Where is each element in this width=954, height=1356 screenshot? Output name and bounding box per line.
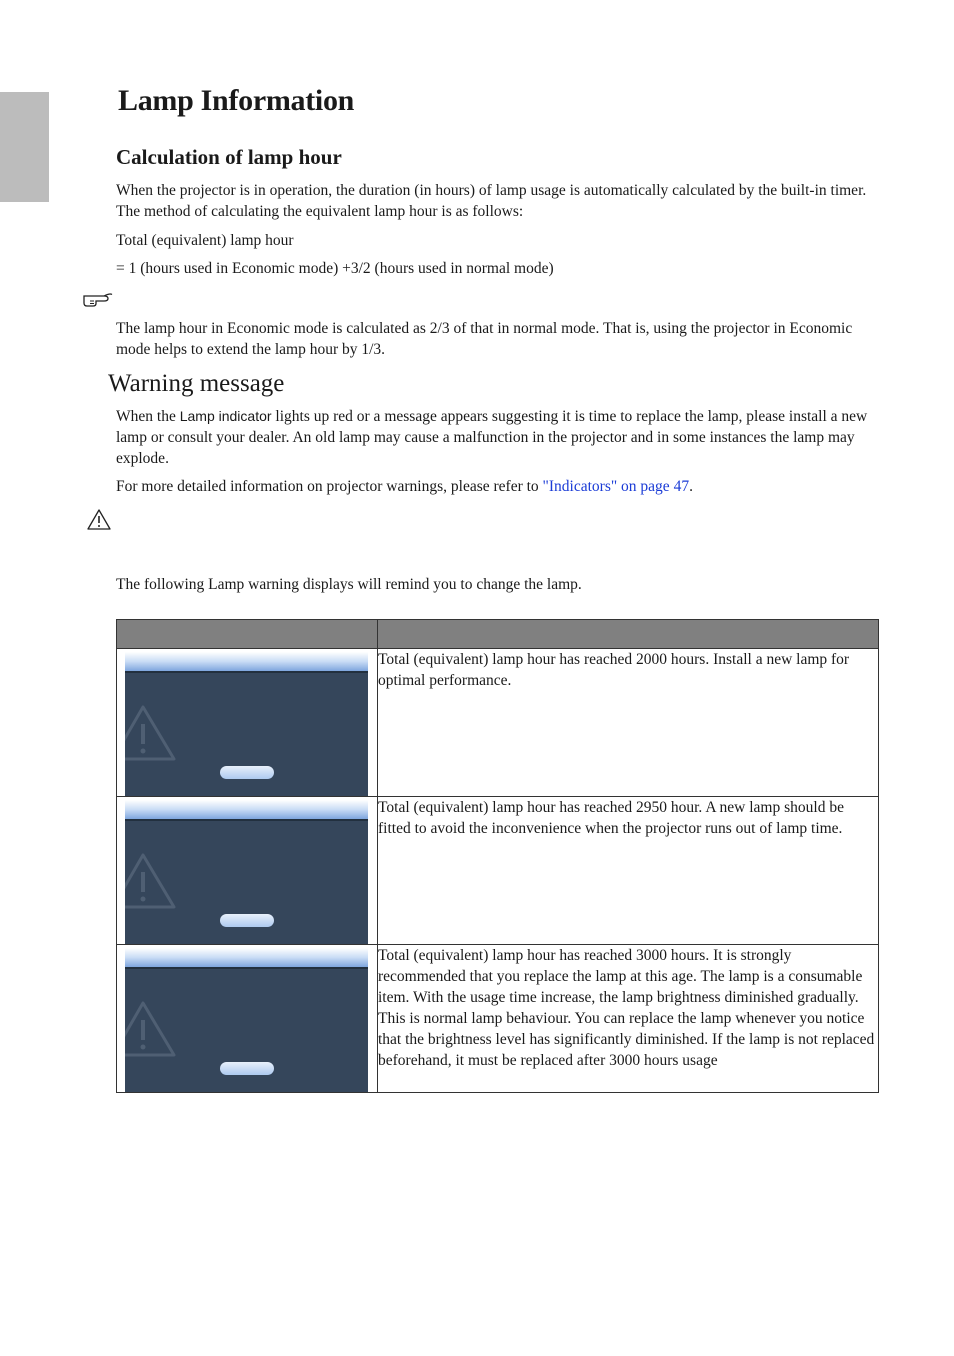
warning-screenshot-cell [117, 945, 378, 1093]
lamp-hour-intro: When the projector is in operation, the duration (in hours) of lamp usage is automatically calculated by the built-in timer. The method of calculating the equivalent lamp hour is as follows: [116, 182, 867, 220]
table-header-row [117, 620, 879, 649]
warning-triangle-icon [86, 508, 112, 537]
screen-title-bar [125, 652, 368, 671]
indicators-link[interactable]: "Indicators" on page 47 [542, 478, 690, 495]
screen-warning-icon [125, 704, 177, 762]
screen-warning-icon [125, 1000, 177, 1058]
warning-screen-image [125, 800, 368, 944]
warning-screenshot-cell [117, 797, 378, 945]
indicators-reference: For more detailed information on projector warnings, please refer to "Indicators" on page 47. [116, 478, 693, 495]
table-row [117, 649, 879, 797]
table-row [117, 797, 879, 945]
formula-text: = 1 (hours used in Economic mode) +3/2 (hours used in normal mode) [116, 260, 554, 277]
warning-paragraph: When the Lamp indicator lights up red or a message appears suggesting it is time to replace the lamp, please install a new lamp or consult your dealer. An old lamp may cause a malfunction in the projector and in some instances the lamp may explode. [116, 408, 868, 467]
table-row [117, 945, 879, 1093]
chapter-side-tab [0, 92, 49, 202]
economic-mode-note: The lamp hour in Economic mode is calculated as 2/3 of that in normal mode. That is, using the projector in Economic mode helps to extend the lamp hour by 1/3. [116, 320, 853, 358]
page-title: Lamp Information [118, 84, 355, 117]
table-header-cell [378, 620, 879, 649]
table-header-cell [117, 620, 378, 649]
screen-warning-icon [125, 852, 177, 910]
warning-screen-image [125, 652, 368, 796]
section-heading-lamp-hour: Calculation of lamp hour [116, 145, 342, 169]
screen-title-bar [125, 800, 368, 819]
screen-title-bar [125, 948, 368, 967]
pointing-hand-icon [82, 290, 114, 313]
warning-screenshot-cell [117, 649, 378, 797]
screen-ok-button [220, 914, 274, 927]
formula-label: Total (equivalent) lamp hour [116, 232, 294, 249]
lamp-indicator-term: Lamp indicator [179, 408, 272, 424]
table-intro: The following Lamp warning displays will remind you to change the lamp. [116, 576, 582, 593]
warning-description: Total (equivalent) lamp hour has reached 3000 hours. It is strongly recommended that you replace the lamp at this age. The lamp is a consumable item. With the usage time increase, the lamp brightness diminished gradually. This is normal lamp behaviour. You can replace the lamp whenever you notice that the brightness level has significantly diminished. If the lamp is not replaced beforehand, it must be replaced after 3000 hours usage [378, 945, 879, 1093]
warning-description: Total (equivalent) lamp hour has reached 2950 hour. A new lamp should be fitted to avoid the inconvenience when the projector runs out of lamp time. [378, 797, 879, 945]
warning-description: Total (equivalent) lamp hour has reached 2000 hours. Install a new lamp for optimal performance. [378, 649, 879, 797]
section-heading-warning: Warning message [108, 370, 285, 397]
screen-ok-button [220, 766, 274, 779]
lamp-warning-table [116, 619, 879, 1093]
screen-ok-button [220, 1062, 274, 1075]
warning-screen-image [125, 948, 368, 1092]
